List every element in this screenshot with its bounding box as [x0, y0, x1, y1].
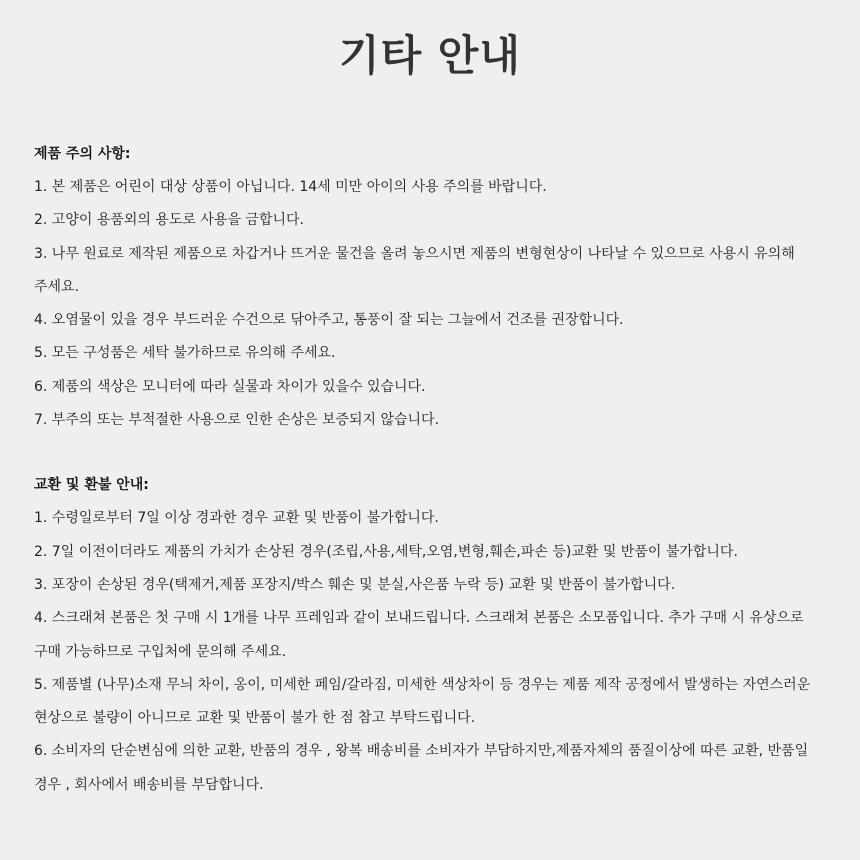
page-title: 기타 안내	[339, 31, 521, 80]
exchange-item: 3. 포장이 손상된 경우(택제거,제품 포장지/박스 훼손 및 분실,사은품 누락 등) 교환 및 반품이 불가합니다.	[34, 576, 676, 593]
exchange-heading: 교환 및 환불 안내:	[34, 477, 149, 494]
exchange-item: 2. 7일 이전이더라도 제품의 가치가 손상된 경우(조립,사용,세탁,오염,변형,훼손,파손 등)교환 및 반품이 불가합니다.	[34, 543, 738, 560]
caution-item: 1. 본 제품은 어린이 대상 상품이 아닙니다. 14세 미만 아이의 사용 주의를 바랍니다.	[34, 179, 547, 195]
caution-item: 4. 오염물이 있을 경우 부드러운 수건으로 닦아주고, 통풍이 잘 되는 그늘에서 건조를 권장합니다.	[34, 312, 624, 329]
exchange-section	[34, 469, 826, 802]
exchange-list	[34, 502, 826, 802]
exchange-item: 6. 소비자의 단순변심에 의한 교환, 반품의 경우 , 왕복 배송비를 소비자가 부담하지만,제품자체의 품질이상에 따른 교환, 반품일 경우 , 회사에서 배송비를 부담합니다.	[34, 743, 809, 793]
caution-item: 2. 고양이 용품외의 용도로 사용을 금합니다.	[34, 212, 304, 229]
exchange-item: 4. 스크래쳐 본품은 첫 구매 시 1개를 나무 프레임과 같이 보내드립니다. 스크래쳐 본품은 소모품입니다. 추가 구매 시 유상으로 구매 가능하므로 구입처에 문의해 주세요.	[34, 610, 804, 660]
exchange-item: 5. 제품별 (나무)소재 무늬 차이, 옹이, 미세한 페임/갈라짐, 미세한 색상차이 등 경우는 제품 제작 공정에서 발생하는 자연스러운 현상으로 불량이 아니므로 교환 및 반품이 불가 한 점 참고 부탁드립니다.	[34, 676, 811, 727]
caution-item: 3. 나무 원료로 제작된 제품으로 차갑거나 뜨거운 물건을 올려 놓으시면 제품의 변형현상이 나타날 수 있으므로 사용시 유의해 주세요.	[34, 245, 795, 295]
exchange-item: 1. 수령일로부터 7일 이상 경과한 경우 교환 및 반품이 불가합니다.	[34, 510, 439, 527]
caution-item: 5. 모든 구성품은 세탁 불가하므로 유의해 주세요.	[34, 345, 336, 362]
caution-item: 7. 부주의 또는 부적절한 사용으로 인한 손상은 보증되지 않습니다.	[34, 412, 440, 429]
caution-section	[34, 138, 826, 437]
caution-item: 6. 제품의 색상은 모니터에 따라 실물과 차이가 있을수 있습니다.	[34, 378, 426, 395]
caution-heading: 제품 주의 사항:	[34, 146, 131, 162]
caution-list	[34, 171, 826, 437]
